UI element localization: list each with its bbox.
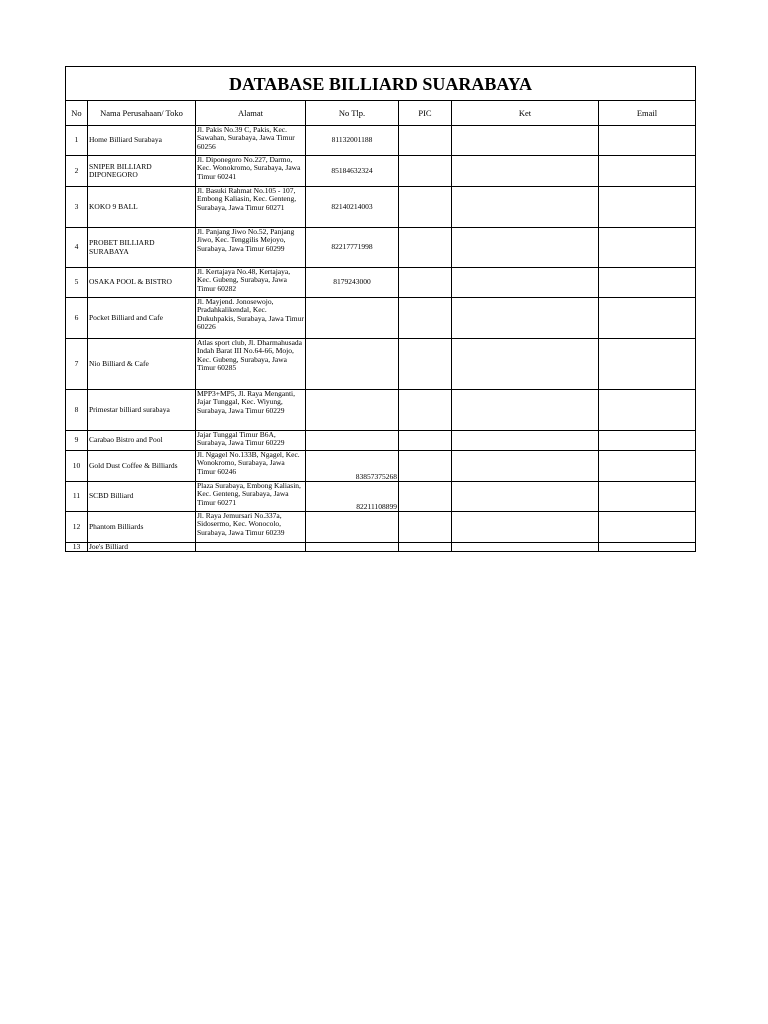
table-row [66, 156, 696, 187]
company-name: Pocket Billiard and Cafe [88, 298, 196, 339]
billiard-database-table [65, 66, 696, 552]
company-name: Phantom Billiards [88, 512, 196, 543]
address-cell: Jl. Diponegoro No.227, Darmo, Kec. Wonokromo, Surabaya, Jawa Timur 60241 [196, 156, 306, 187]
email-cell [599, 431, 696, 451]
address-cell: Plaza Surabaya, Embong Kaliasin, Kec. Genteng, Surabaya, Jawa Timur 60271 [196, 482, 306, 512]
pic-cell [399, 451, 452, 482]
email-cell [599, 268, 696, 298]
phone-cell: 81132001188 [306, 126, 399, 156]
table-row [66, 339, 696, 390]
phone-cell: 83857375268 [306, 451, 399, 482]
pic-cell [399, 228, 452, 268]
row-number: 4 [66, 228, 88, 268]
row-number: 9 [66, 431, 88, 451]
ket-cell [452, 512, 599, 543]
ket-cell [452, 298, 599, 339]
company-name: Carabao Bistro and Pool [88, 431, 196, 451]
table-row [66, 390, 696, 431]
row-number: 11 [66, 482, 88, 512]
table-row [66, 298, 696, 339]
ket-cell [452, 451, 599, 482]
email-cell [599, 543, 696, 552]
header-ket: Ket [452, 101, 599, 126]
header-email: Email [599, 101, 696, 126]
address-cell: Jl. Kertajaya No.48, Kertajaya, Kec. Gubeng, Surabaya, Jawa Timur 60282 [196, 268, 306, 298]
pic-cell [399, 268, 452, 298]
table-row [66, 228, 696, 268]
ket-cell [452, 482, 599, 512]
company-name: Joe's Billiard [88, 543, 196, 552]
pic-cell [399, 339, 452, 390]
address-cell: Jajar Tunggal Timur B6A, Surabaya, Jawa Timur 60229 [196, 431, 306, 451]
pic-cell [399, 482, 452, 512]
email-cell [599, 187, 696, 228]
pic-cell [399, 187, 452, 228]
phone-cell: 82217771998 [306, 228, 399, 268]
ket-cell [452, 126, 599, 156]
row-number: 2 [66, 156, 88, 187]
phone-cell [306, 512, 399, 543]
email-cell [599, 228, 696, 268]
row-number: 5 [66, 268, 88, 298]
ket-cell [452, 390, 599, 431]
address-cell: Jl. Panjang Jiwo No.52, Panjang Jiwo, Kec. Tenggilis Mejoyo, Surabaya, Jawa Timur 60299 [196, 228, 306, 268]
address-cell: MPP3+MP5, Jl. Raya Menganti, Jajar Tunggal, Kec. Wiyung, Surabaya, Jawa Timur 60229 [196, 390, 306, 431]
phone-cell [306, 339, 399, 390]
pic-cell [399, 431, 452, 451]
email-cell [599, 339, 696, 390]
ket-cell [452, 268, 599, 298]
email-cell [599, 298, 696, 339]
phone-cell: 85184632324 [306, 156, 399, 187]
pic-cell [399, 512, 452, 543]
pic-cell [399, 390, 452, 431]
company-name: SNIPER BILLIARD DIPONEGORO [88, 156, 196, 187]
pic-cell [399, 156, 452, 187]
row-number: 1 [66, 126, 88, 156]
address-cell: Jl. Mayjend. Jonosewojo, Pradahkalikendal, Kec. Dukuhpakis, Surabaya, Jawa Timur 60226 [196, 298, 306, 339]
ket-cell [452, 339, 599, 390]
company-name: Nio Billiard & Cafe [88, 339, 196, 390]
table-row [66, 187, 696, 228]
row-number: 3 [66, 187, 88, 228]
document-title: DATABASE BILLIARD SUARABAYA [66, 67, 696, 101]
row-number: 13 [66, 543, 88, 552]
email-cell [599, 156, 696, 187]
header-company-name: Nama Perusahaan/ Toko [88, 101, 196, 126]
email-cell [599, 451, 696, 482]
address-cell [196, 543, 306, 552]
header-no: No [66, 101, 88, 126]
phone-cell [306, 390, 399, 431]
address-cell: Atlas sport club, Jl. Dharmahusada Indah Barat III No.64-66, Mojo, Kec. Gubeng, Surabaya, Jawa Timur 60285 [196, 339, 306, 390]
address-cell: Jl. Ngagel No.133B, Ngagel, Kec. Wonokromo, Surabaya, Jawa Timur 60246 [196, 451, 306, 482]
email-cell [599, 126, 696, 156]
table-row [66, 482, 696, 512]
address-cell: Jl. Pakis No.39 C, Pakis, Kec. Sawahan, Surabaya, Jawa Timur 60256 [196, 126, 306, 156]
header-row [66, 101, 696, 126]
header-pic: PIC [399, 101, 452, 126]
table-row [66, 543, 696, 552]
table-row [66, 431, 696, 451]
row-number: 10 [66, 451, 88, 482]
table-row [66, 126, 696, 156]
phone-cell [306, 543, 399, 552]
company-name: SCBD Billiard [88, 482, 196, 512]
pic-cell [399, 126, 452, 156]
header-phone: No Tlp. [306, 101, 399, 126]
row-number: 12 [66, 512, 88, 543]
ket-cell [452, 543, 599, 552]
row-number: 8 [66, 390, 88, 431]
company-name: Home Billiard Surabaya [88, 126, 196, 156]
company-name: Primestar billiard surabaya [88, 390, 196, 431]
ket-cell [452, 228, 599, 268]
company-name: KOKO 9 BALL [88, 187, 196, 228]
email-cell [599, 482, 696, 512]
company-name: PROBET BILLIARD SURABAYA [88, 228, 196, 268]
table-row [66, 451, 696, 482]
header-address: Alamat [196, 101, 306, 126]
ket-cell [452, 187, 599, 228]
phone-cell [306, 298, 399, 339]
email-cell [599, 512, 696, 543]
row-number: 6 [66, 298, 88, 339]
ket-cell [452, 431, 599, 451]
phone-cell: 82140214003 [306, 187, 399, 228]
phone-cell: 82211108899 [306, 482, 399, 512]
ket-cell [452, 156, 599, 187]
row-number: 7 [66, 339, 88, 390]
pic-cell [399, 543, 452, 552]
email-cell [599, 390, 696, 431]
table-row [66, 512, 696, 543]
address-cell: Jl. Raya Jemursari No.337a, Sidosermo, Kec. Wonocolo, Surabaya, Jawa Timur 60239 [196, 512, 306, 543]
phone-cell [306, 431, 399, 451]
address-cell: Jl. Basuki Rahmat No.105 - 107, Embong Kaliasin, Kec. Genteng, Surabaya, Jawa Timur 60271 [196, 187, 306, 228]
phone-cell: 8179243000 [306, 268, 399, 298]
company-name: OSAKA POOL & BISTRO [88, 268, 196, 298]
table-row [66, 268, 696, 298]
pic-cell [399, 298, 452, 339]
company-name: Gold Dust Coffee & Billiards [88, 451, 196, 482]
